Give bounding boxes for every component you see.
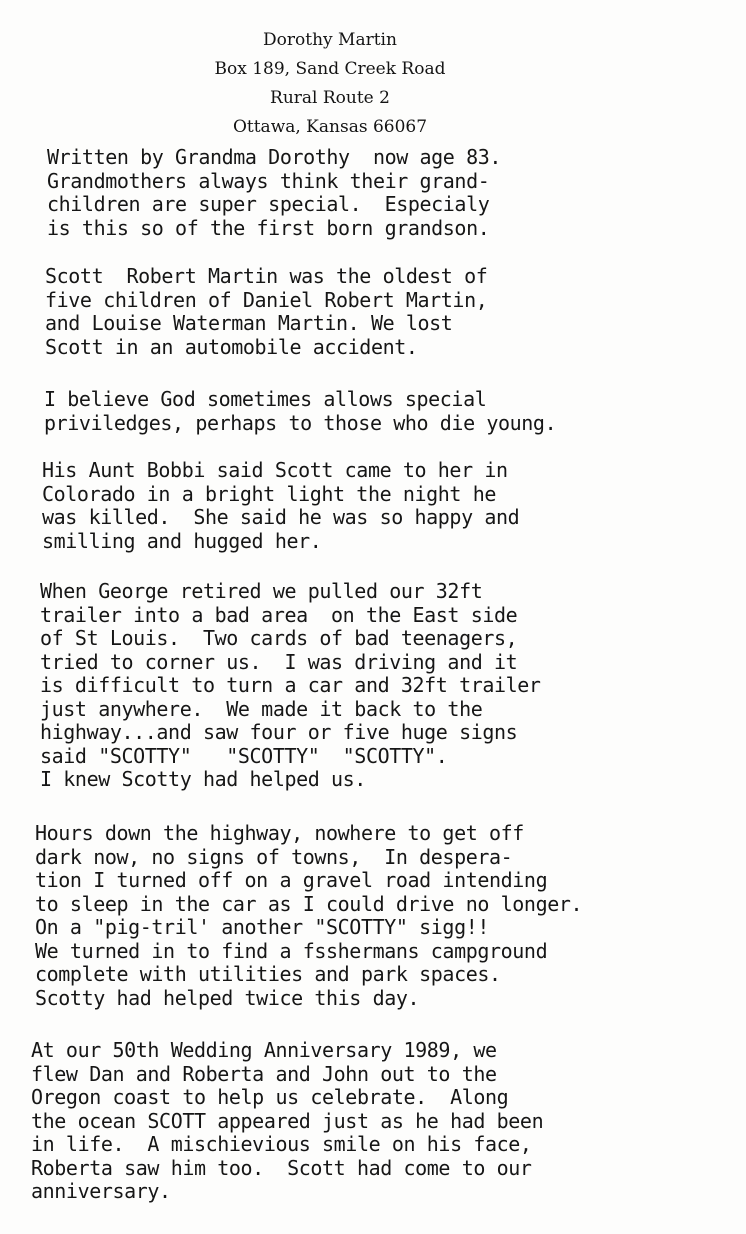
paragraph-campground: Hours down the highway, nowhere to get off dark now, no signs of towns, In despera- tion I turned off on a gravel road intending to sleep in the car as I could drive no longer. On a "pig-tril' another "SCOTTY" sigg!! We turned in to find a fsshermans campground complete with utilities and park spaces. Scotty had helped twice this day. — [35, 821, 583, 1010]
paragraph-aunt-bobbi: His Aunt Bobbi said Scott came to her in Colorado in a bright light the night he was killed. She said he was so happy and smilling and hugged her. — [42, 458, 520, 553]
paragraph-anniversary: At our 50th Wedding Anniversary 1989, we flew Dan and Roberta and John out to the Oregon coast to help us celebrate. Along the ocean SCOTT appeared just as he had been in life. A mischievious smile on his face, Roberta saw him too. Scott had come to our anniversary. — [31, 1038, 544, 1203]
paragraph-belief: I believe God sometimes allows special priviledges, perhaps to those who die young. — [44, 387, 557, 435]
letterhead — [120, 26, 540, 142]
sender-address-line1: Box 189, Sand Creek Road — [214, 59, 446, 79]
sender-city-state-zip: Ottawa, Kansas 66067 — [232, 117, 428, 137]
paragraph-introduction: Written by Grandma Dorothy now age 83. Grandmothers always think their grand- children are super special. Especialy is this so of the first born grandson. — [47, 145, 501, 240]
sender-name: Dorothy Martin — [263, 30, 397, 50]
paragraph-st-louis: When George retired we pulled our 32ft trailer into a bad area on the East side of St Louis. Two cards of bad teenagers, tried to corner us. I was driving and it is difficult to turn a car and 32ft trailer just anywhere. We made it back to the highway...and saw four or five huge signs said "SCOTTY" "SCOTTY" "SCOTTY". I knew Scotty had helped us. — [40, 579, 541, 791]
paragraph-about-scott: Scott Robert Martin was the oldest of five children of Daniel Robert Martin, and Louise Waterman Martin. We lost Scott in an automobile accident. — [45, 264, 488, 359]
sender-address-line2: Rural Route 2 — [270, 88, 390, 108]
